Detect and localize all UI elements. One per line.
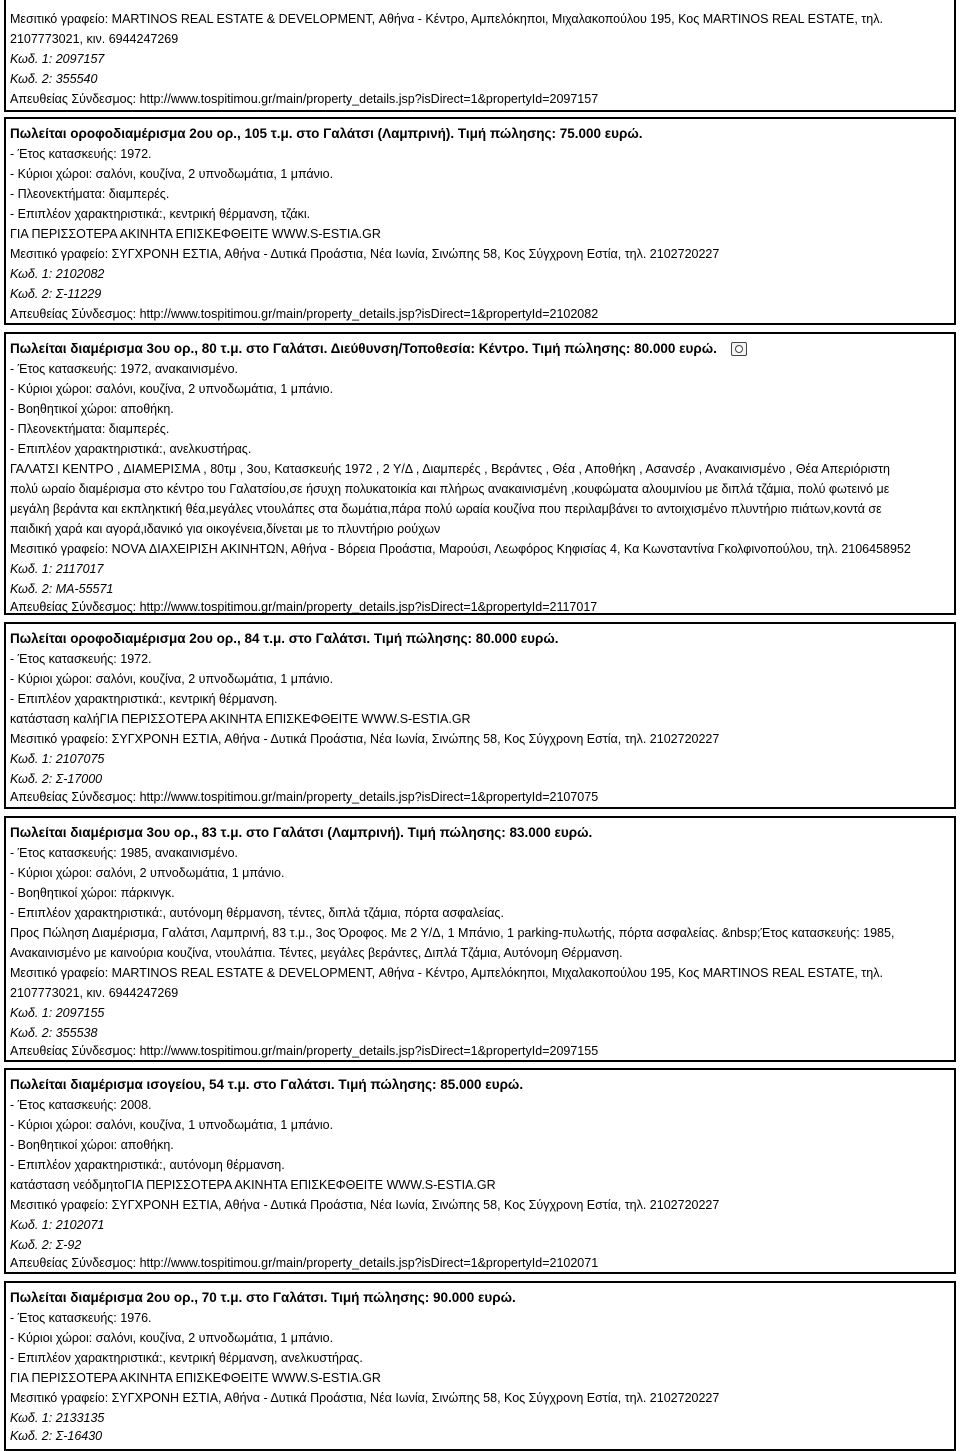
direct-link[interactable]: Απευθείας Σύνδεσμος: http://www.tospitimou.gr/main/property_details.jsp?isDirect=1&propertyId=2102071 [10, 1256, 599, 1270]
direct-link[interactable]: Απευθείας Σύνδεσμος: http://www.tospitimou.gr/main/property_details.jsp?isDirect=1&propertyId=2097155 [10, 1044, 599, 1058]
main-rooms: - Κύριοι χώροι: σαλόνι, κουζίνα, 2 υπνοδωμάτια, 1 μπάνιο. [10, 167, 334, 181]
build-year: - Έτος κατασκευής: 1972. [10, 652, 152, 666]
extra-features: - Επιπλέον χαρακτηριστικά:, κεντρική θέρμανση. [10, 692, 278, 706]
main-rooms: - Κύριοι χώροι: σαλόνι, κουζίνα, 2 υπνοδωμάτια, 1 μπάνιο. [10, 382, 334, 396]
main-rooms: - Κύριοι χώροι: σαλόνι, κουζίνα, 2 υπνοδωμάτια, 1 μπάνιο. [10, 672, 334, 686]
direct-link[interactable]: Απευθείας Σύνδεσμος: http://www.tospitimou.gr/main/property_details.jsp?isDirect=1&propertyId=2117017 [10, 600, 598, 614]
agency-line: Μεσιτικό γραφείο: MARTINOS REAL ESTATE & DEVELOPMENT, Αθήνα - Κέντρο, Αμπελόκηποι, Μιχαλακοπούλου 195, Κος MARTINOS REAL ESTATE, τηλ. [10, 966, 883, 980]
aux-rooms: - Βοηθητικοί χώροι: αποθήκη. [10, 402, 174, 416]
direct-link[interactable]: Απευθείας Σύνδεσμος: http://www.tospitimou.gr/main/property_details.jsp?isDirect=1&propertyId=2102082 [10, 307, 599, 321]
agency-line: Μεσιτικό γραφείο: MARTINOS REAL ESTATE & DEVELOPMENT, Αθήνα - Κέντρο, Αμπελόκηποι, Μιχαλακοπούλου 195, Κος MARTINOS REAL ESTATE, τηλ. [10, 12, 883, 26]
listing-title-text: Πωλείται διαμέρισμα 3ου ορ., 80 τ.μ. στο Γαλάτσι. Διεύθυνση/Τοποθεσία: Κέντρο. Τιμή πώλησης: 80.000 ευρώ. [10, 341, 717, 356]
promo-text: ΓΙΑ ΠΕΡΙΣΣΟΤΕΡΑ ΑΚΙΝΗΤΑ ΕΠΙΣΚΕΦΘΕΙΤΕ WWW.S-ESTIA.GR [10, 227, 381, 241]
extra-features: - Επιπλέον χαρακτηριστικά:, αυτόνομη θέρμανση, τέντες, διπλά τζάμια, πόρτα ασφαλείας. [10, 906, 504, 920]
listing-box [4, 622, 956, 809]
build-year: - Έτος κατασκευής: 1972, ανακαινισμένο. [10, 362, 239, 376]
direct-link[interactable]: Απευθείας Σύνδεσμος: http://www.tospitimou.gr/main/property_details.jsp?isDirect=1&propertyId=2107075 [10, 790, 599, 804]
build-year: - Έτος κατασκευής: 1976. [10, 1311, 152, 1325]
listing-title [10, 340, 747, 358]
code-1: Κωδ. 1: 2133135 [10, 1411, 105, 1425]
code-2: Κωδ. 2: ΜΑ-55571 [10, 582, 114, 596]
listing-box [4, 1281, 956, 1451]
description-line: Ανακαινισμένο με καινούρια κουζίνα, ντουλάπια. Τέντες, μεγάλες βεράντες, Διπλά Τζάμια, Αυτόνομη Θέρμανση. [10, 946, 623, 960]
promo-text: κατάσταση νεόδμητοΓΙΑ ΠΕΡΙΣΣΟΤΕΡΑ ΑΚΙΝΗΤΑ ΕΠΙΣΚΕΦΘΕΙΤΕ WWW.S-ESTIA.GR [10, 1178, 496, 1192]
code-2: Κωδ. 2: Σ-92 [10, 1238, 82, 1252]
aux-rooms: - Βοηθητικοί χώροι: πάρκινγκ. [10, 886, 175, 900]
agency-line: Μεσιτικό γραφείο: NOVA ΔΙΑΧΕΙΡΙΣΗ ΑΚΙΝΗΤΩΝ, Αθήνα - Βόρεια Προάστια, Μαρούσι, Λεωφόρος Κηφισίας 4, Κα Κωνσταντίνα Γκολφινοπούλου, τηλ. 2106458952 [10, 542, 911, 556]
code-1: Κωδ. 1: 2102082 [10, 267, 105, 281]
agency-line: Μεσιτικό γραφείο: ΣΥΓΧΡΟΝΗ ΕΣΤΙΑ, Αθήνα - Δυτικά Προάστια, Νέα Ιωνία, Σινώπης 58, Κος Σύγχρονη Εστία, τηλ. 2102720227 [10, 732, 720, 746]
listing-title: Πωλείται οροφοδιαμέρισμα 2ου ορ., 105 τ.μ. στο Γαλάτσι (Λαμπρινή). Τιμή πώλησης: 75.000 ευρώ. [10, 126, 643, 141]
code-2: Κωδ. 2: Σ-11229 [10, 287, 102, 301]
listing-title: Πωλείται διαμέρισμα 3ου ορ., 83 τ.μ. στο Γαλάτσι (Λαμπρινή). Τιμή πώλησης: 83.000 ευρώ. [10, 825, 593, 840]
code-2: Κωδ. 2: 355538 [10, 1026, 98, 1040]
build-year: - Έτος κατασκευής: 1985, ανακαινισμένο. [10, 846, 239, 860]
description-line: Προς Πώληση Διαμέρισμα, Γαλάτσι, Λαμπρινή, 83 τ.μ., 3ος Όροφος. Με 2 Υ/Δ, 1 Μπάνιο, 1 parking-πυλωτής, πόρτα ασφαλείας. &nbsp;Έτος κατασκευής: 1985, [10, 926, 895, 940]
listing-box [4, 332, 956, 615]
listing-title: Πωλείται διαμέρισμα 2ου ορ., 70 τ.μ. στο Γαλάτσι. Τιμή πώλησης: 90.000 ευρώ. [10, 1290, 516, 1305]
code-1: Κωδ. 1: 2097155 [10, 1006, 105, 1020]
agency-line: Μεσιτικό γραφείο: ΣΥΓΧΡΟΝΗ ΕΣΤΙΑ, Αθήνα - Δυτικά Προάστια, Νέα Ιωνία, Σινώπης 58, Κος Σύγχρονη Εστία, τηλ. 2102720227 [10, 1391, 720, 1405]
listing-box [4, 117, 956, 325]
promo-text: ΓΙΑ ΠΕΡΙΣΣΟΤΕΡΑ ΑΚΙΝΗΤΑ ΕΠΙΣΚΕΦΘΕΙΤΕ WWW.S-ESTIA.GR [10, 1371, 381, 1385]
description-line: πολύ ωραίο διαμέρισμα στο κέντρο του Γαλατσίου,σε ήσυχη πολυκατοικία και πλήρως ανακαινισμένη ,κουφώματα αλουμινίου με διπλά τζάμια, πολύ φωτεινό με [10, 482, 890, 496]
build-year: - Έτος κατασκευής: 2008. [10, 1098, 152, 1112]
description-line: ΓΑΛΑΤΣΙ ΚΕΝΤΡΟ , ΔΙΑΜΕΡΙΣΜΑ , 80τμ , 3ου, Κατασκευής 1972 , 2 Υ/Δ , Διαμπερές , Βεράντες , Θέα , Αποθήκη , Ασανσέρ , Ανακαινισμένο , Θέα Απεριόριστη [10, 462, 890, 476]
main-rooms: - Κύριοι χώροι: σαλόνι, κουζίνα, 2 υπνοδωμάτια, 1 μπάνιο. [10, 1331, 334, 1345]
listing-title: Πωλείται οροφοδιαμέρισμα 2ου ορ., 84 τ.μ. στο Γαλάτσι. Τιμή πώλησης: 80.000 ευρώ. [10, 631, 559, 646]
description-line: μεγάλη βεράντα και εκπληκτική θέα,μεγάλες ντουλάπες στα δωμάτια,πάρα πολύ ωραία κουζίνα που περιλαμβάνει το αντοιχισμένο πλυντήριο πιάτων,κοντά σε [10, 502, 882, 516]
listing-box [4, 816, 956, 1062]
advantages: - Πλεονεκτήματα: διαμπερές. [10, 422, 170, 436]
listing-box [4, 1068, 956, 1274]
code-1: Κωδ. 1: 2107075 [10, 752, 105, 766]
aux-rooms: - Βοηθητικοί χώροι: αποθήκη. [10, 1138, 174, 1152]
photo-icon[interactable] [731, 342, 747, 356]
agency-phone: 2107773021, κιν. 6944247269 [10, 32, 179, 46]
code-1: Κωδ. 1: 2102071 [10, 1218, 105, 1232]
extra-features: - Επιπλέον χαρακτηριστικά:, αυτόνομη θέρμανση. [10, 1158, 285, 1172]
code-2: Κωδ. 2: Σ-17000 [10, 772, 103, 786]
extra-features: - Επιπλέον χαρακτηριστικά:, κεντρική θέρμανση, ανελκυστήρας. [10, 1351, 363, 1365]
build-year: - Έτος κατασκευής: 1972. [10, 147, 152, 161]
code-1: Κωδ. 1: 2117017 [10, 562, 104, 576]
code-2: Κωδ. 2: 355540 [10, 72, 98, 86]
listing-title: Πωλείται διαμέρισμα ισογείου, 54 τ.μ. στο Γαλάτσι. Τιμή πώλησης: 85.000 ευρώ. [10, 1077, 524, 1092]
code-1: Κωδ. 1: 2097157 [10, 52, 105, 66]
promo-text: κατάσταση καλήΓΙΑ ΠΕΡΙΣΣΟΤΕΡΑ ΑΚΙΝΗΤΑ ΕΠΙΣΚΕΦΘΕΙΤΕ WWW.S-ESTIA.GR [10, 712, 471, 726]
agency-line: Μεσιτικό γραφείο: ΣΥΓΧΡΟΝΗ ΕΣΤΙΑ, Αθήνα - Δυτικά Προάστια, Νέα Ιωνία, Σινώπης 58, Κος Σύγχρονη Εστία, τηλ. 2102720227 [10, 1198, 720, 1212]
description-line: παιδική χαρά και αγορά,ιδανικό για οικογένεια,δίνεται με το πλυντήριο ρούχων [10, 522, 441, 536]
listing-box [4, 0, 956, 112]
agency-line: Μεσιτικό γραφείο: ΣΥΓΧΡΟΝΗ ΕΣΤΙΑ, Αθήνα - Δυτικά Προάστια, Νέα Ιωνία, Σινώπης 58, Κος Σύγχρονη Εστία, τηλ. 2102720227 [10, 247, 720, 261]
code-2: Κωδ. 2: Σ-16430 [10, 1429, 103, 1443]
advantages: - Πλεονεκτήματα: διαμπερές. [10, 187, 170, 201]
main-rooms: - Κύριοι χώροι: σαλόνι, κουζίνα, 1 υπνοδωμάτια, 1 μπάνιο. [10, 1118, 334, 1132]
extra-features: - Επιπλέον χαρακτηριστικά:, ανελκυστήρας. [10, 442, 252, 456]
extra-features: - Επιπλέον χαρακτηριστικά:, κεντρική θέρμανση, τζάκι. [10, 207, 311, 221]
direct-link[interactable]: Απευθείας Σύνδεσμος: http://www.tospitimou.gr/main/property_details.jsp?isDirect=1&propertyId=2097157 [10, 92, 599, 106]
main-rooms: - Κύριοι χώροι: σαλόνι, 2 υπνοδωμάτια, 1 μπάνιο. [10, 866, 285, 880]
agency-phone: 2107773021, κιν. 6944247269 [10, 986, 179, 1000]
